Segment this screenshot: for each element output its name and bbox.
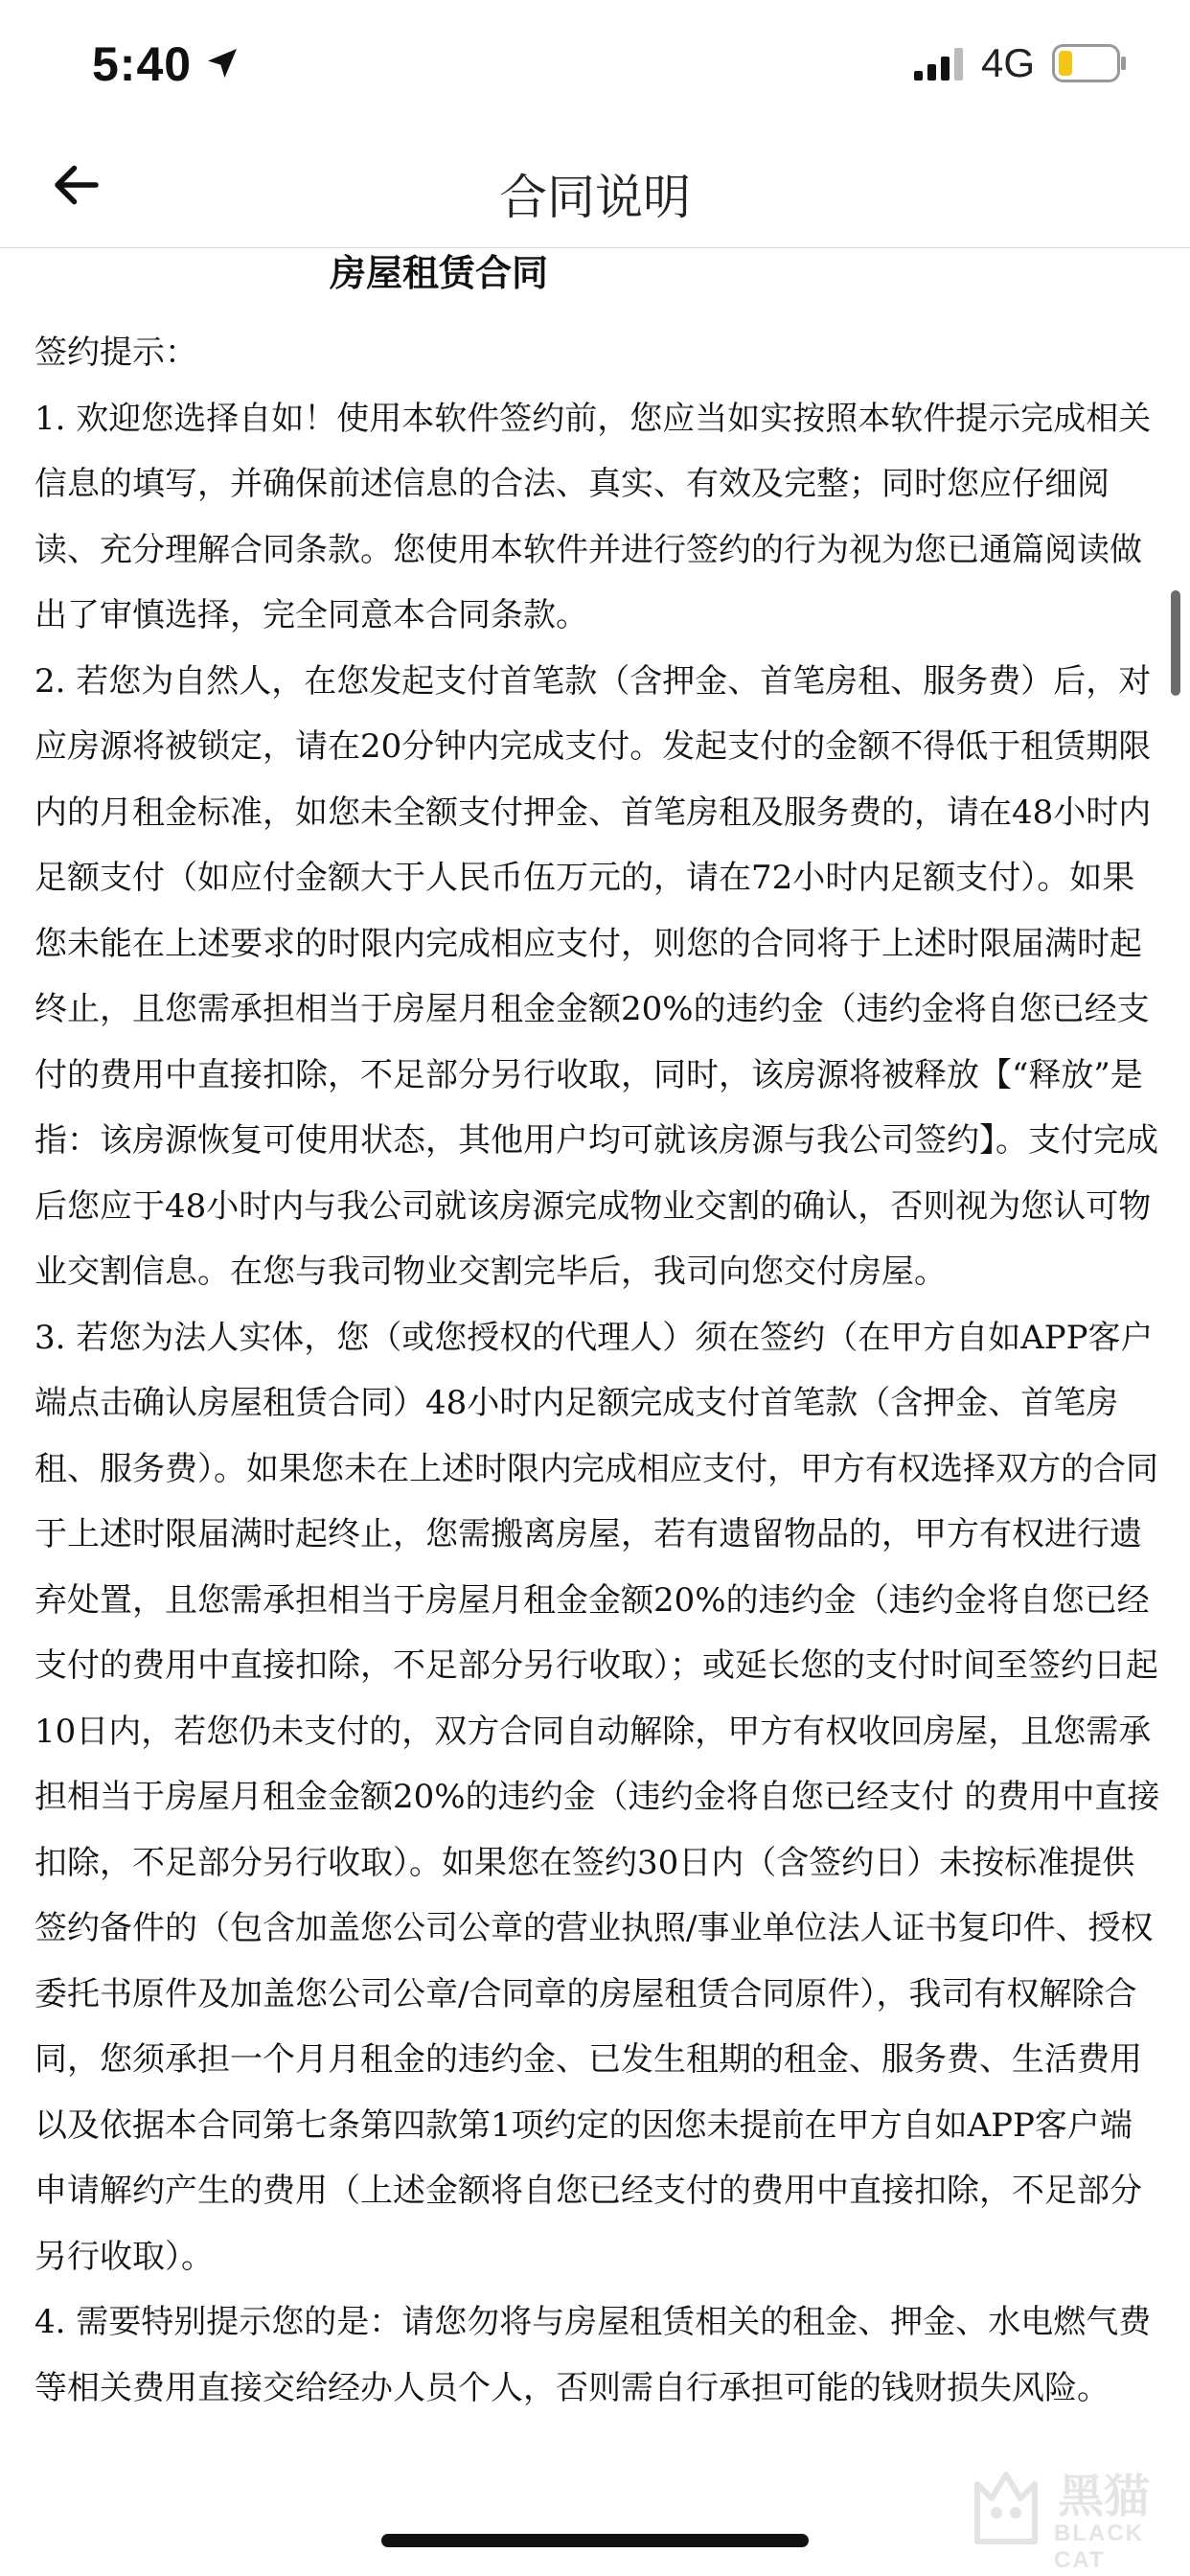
watermark-en-text: BLACK CAT xyxy=(1054,2520,1144,2573)
document-title: 房屋租赁合同 xyxy=(330,251,549,294)
document-title-row xyxy=(0,247,1190,305)
black-cat-logo-icon xyxy=(958,2455,1054,2551)
clause-1: 1. 欢迎您选择自如！使用本软件签约前，您应当如实按照本软件提示完成相关信息的填写，并确保前述信息的合法、真实、有效及完整；同时您应仔细阅读、充分理解合同条款。您使用本软件并进行签约的行为视为您已通篇阅读做出了审慎选择，完全同意本合同条款。 xyxy=(34,399,1152,634)
watermark-cn-text: 黑猫 xyxy=(1058,2470,1151,2523)
page-title: 合同说明 xyxy=(499,170,691,225)
status-time: 5:40 xyxy=(92,37,193,91)
location-arrow-icon xyxy=(203,44,241,82)
app-header xyxy=(0,125,1190,248)
black-cat-watermark xyxy=(958,2450,1180,2573)
document-body xyxy=(34,320,1163,2421)
battery-low-icon xyxy=(1052,44,1127,82)
clause-2: 2. 若您为自然人，在您发起支付首笔款（含押金、首笔房租、服务费）后，对应房源将被锁定，请在20分钟内完成支付。发起支付的金额不得低于租赁期限内的月租金标准，如您未全额支付押金、首笔房租及服务费的，请在48小时内足额支付（如应付金额大于人民币伍万元的，请在72小时内足额支付）。如果您未能在上述要求的时限内完成相应支付，则您的合同将于上述时限届满时起终止，且您需承担相当于房屋月租金金额20%的违约金（违约金将自您已经支付的费用中直接扣除，不足部分另行收取，同时，该房源将被释放【“释放”是指：该房源恢复可使用状态，其他用户均可就该房源与我公司签约】。支付完成后您应于48小时内与我公司就该房源完成物业交割的确认，否则视为您认可物业交割信息。在您与我司物业交割完毕后，我司向您交付房屋。 xyxy=(34,661,1158,1291)
network-type-label: 4G xyxy=(981,40,1036,85)
status-bar xyxy=(0,0,1190,125)
contract-number-cutoff xyxy=(860,247,1033,261)
clause-3: 3. 若您为法人实体，您（或您授权的代理人）须在签约（在甲方自如APP客户端点击确认房屋租赁合同）48小时内足额完成支付首笔款（含押金、首笔房租、服务费）。如果您未在上述时限内完成相应支付，甲方有权选择双方的合同于上述时限届满时起终止，您需搬离房屋，若有遗留物品的，甲方有权进行遗弃处置，且您需承担相当于房屋月租金金额20%的违约金（违约金将自您已经支付的费用中直接扣除，不足部分另行收取）；或延长您的支付时间至签约日起 10日内，若您仍未支付的，双方合同自动解除，甲方有权收回房屋，且您需承担相当于房屋月租金金额20%的违约金（违约金将自您已经支付 的费用中直接扣除，不足部分另行收取）。如果您在签约30日内（含签约日）未按标准提供签约备件的（包含加盖您公司公章的营业执照/事业单位法人证书复印件、授权委托书原件及加盖您公司公章/合同章的房屋租赁合同原件），我司有权解除合同，您须承担一个月月租金的违约金、已发生租期的租金、服务费、生活费用以及依据本合同第七条第四款第1项约定的因您未提前在甲方自如APP客户端申请解约产生的费用（上述金额将自您已经支付的费用中直接扣除，不足部分另行收取）。 xyxy=(34,1318,1160,2276)
clause-4: 4. 需要特别提示您的是：请您勿将与房屋租赁相关的租金、押金、水电燃气费等相关费用直接交给经办人员个人，否则需自行承担可能的钱财损失风险。 xyxy=(34,2303,1152,2407)
home-indicator[interactable] xyxy=(381,2534,809,2547)
sign-tips-heading: 签约提示： xyxy=(34,334,197,372)
scrollbar-thumb[interactable] xyxy=(1171,590,1180,696)
cellular-signal-icon xyxy=(914,48,964,80)
contract-document[interactable] xyxy=(0,247,1190,2576)
